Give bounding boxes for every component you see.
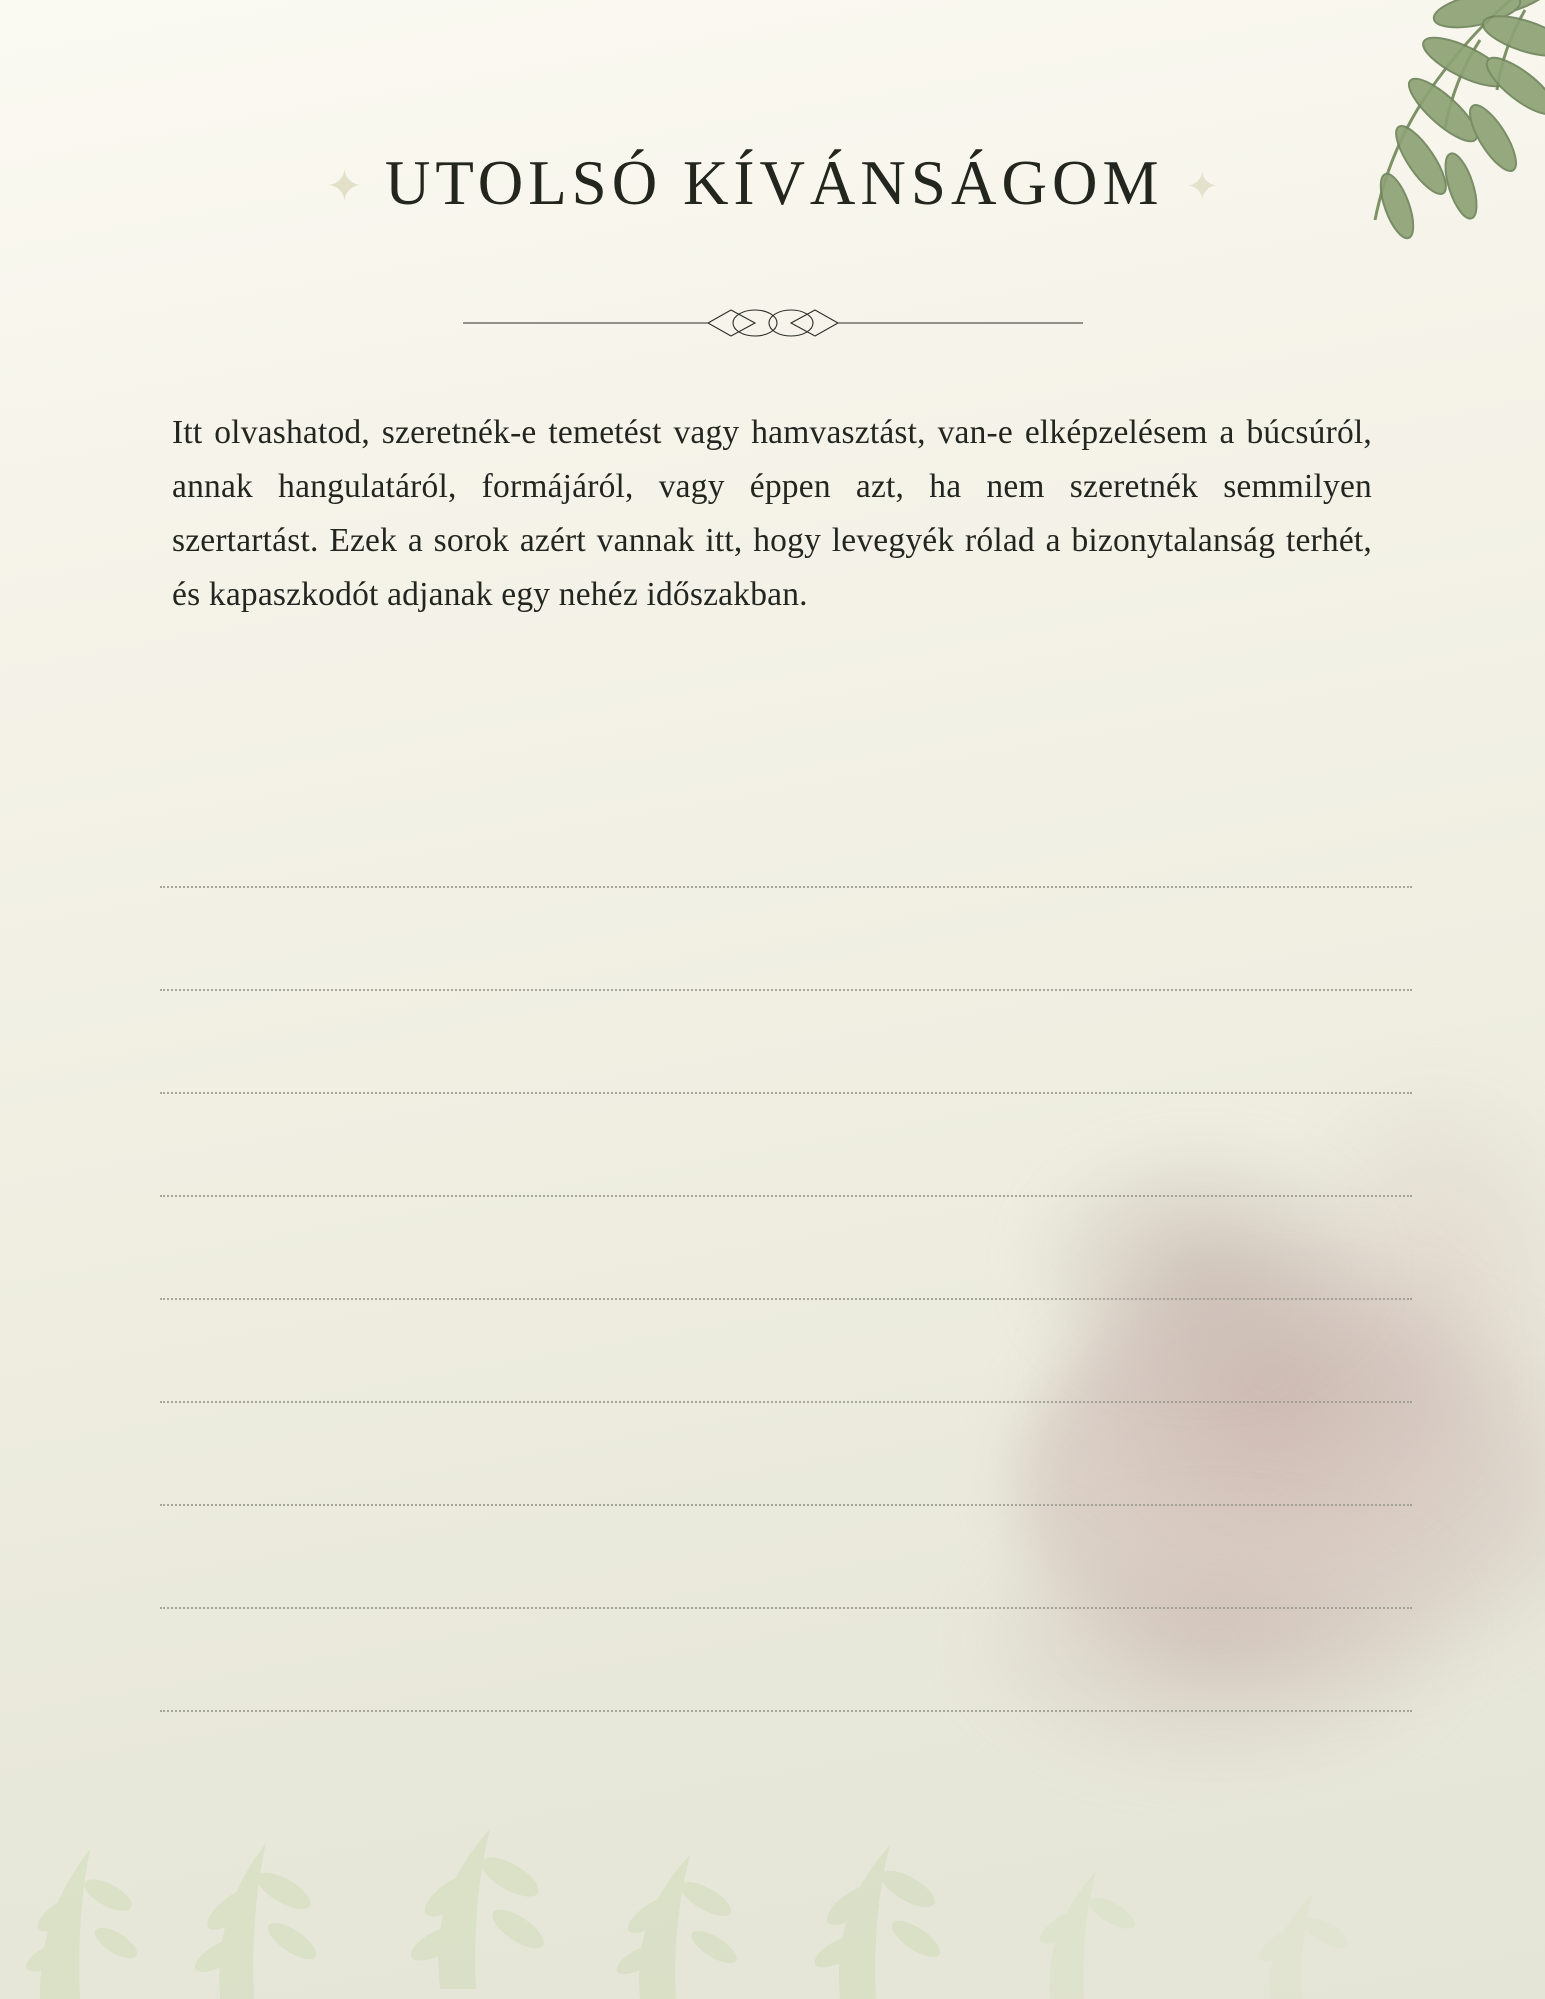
writing-line[interactable] bbox=[160, 1710, 1412, 1813]
writing-line[interactable] bbox=[160, 1195, 1412, 1298]
page-title: UTOLSÓ KÍVÁNSÁGOM bbox=[384, 148, 1164, 219]
sparkle-icon: ✦ bbox=[325, 162, 363, 212]
writing-line[interactable] bbox=[160, 1607, 1412, 1710]
writing-line[interactable] bbox=[160, 1092, 1412, 1195]
writing-line[interactable] bbox=[160, 989, 1412, 1092]
title-row bbox=[0, 108, 1545, 259]
ornamental-divider-icon bbox=[463, 303, 1083, 343]
writing-line[interactable] bbox=[160, 1298, 1412, 1401]
writing-line[interactable] bbox=[160, 1504, 1412, 1607]
writing-line[interactable] bbox=[160, 1401, 1412, 1504]
writing-lines-area[interactable] bbox=[160, 886, 1412, 1813]
page-header bbox=[0, 108, 1545, 343]
writing-line[interactable] bbox=[160, 886, 1412, 989]
sparkle-icon: ✦ bbox=[1185, 164, 1219, 210]
intro-paragraph: Itt olvashatod, szeretnék-e temetést vagy hamvasztást, van-e elképzelésem a búcsúról, annak hangulatáról, formájáról, vagy éppen azt, ha nem szeretnék semmilyen szertartást. Ezek a sorok azért vannak itt, hogy levegyék rólad a bizonytalanság terhét, és kapaszkodót adjanak egy nehéz időszakban. bbox=[172, 413, 1372, 614]
